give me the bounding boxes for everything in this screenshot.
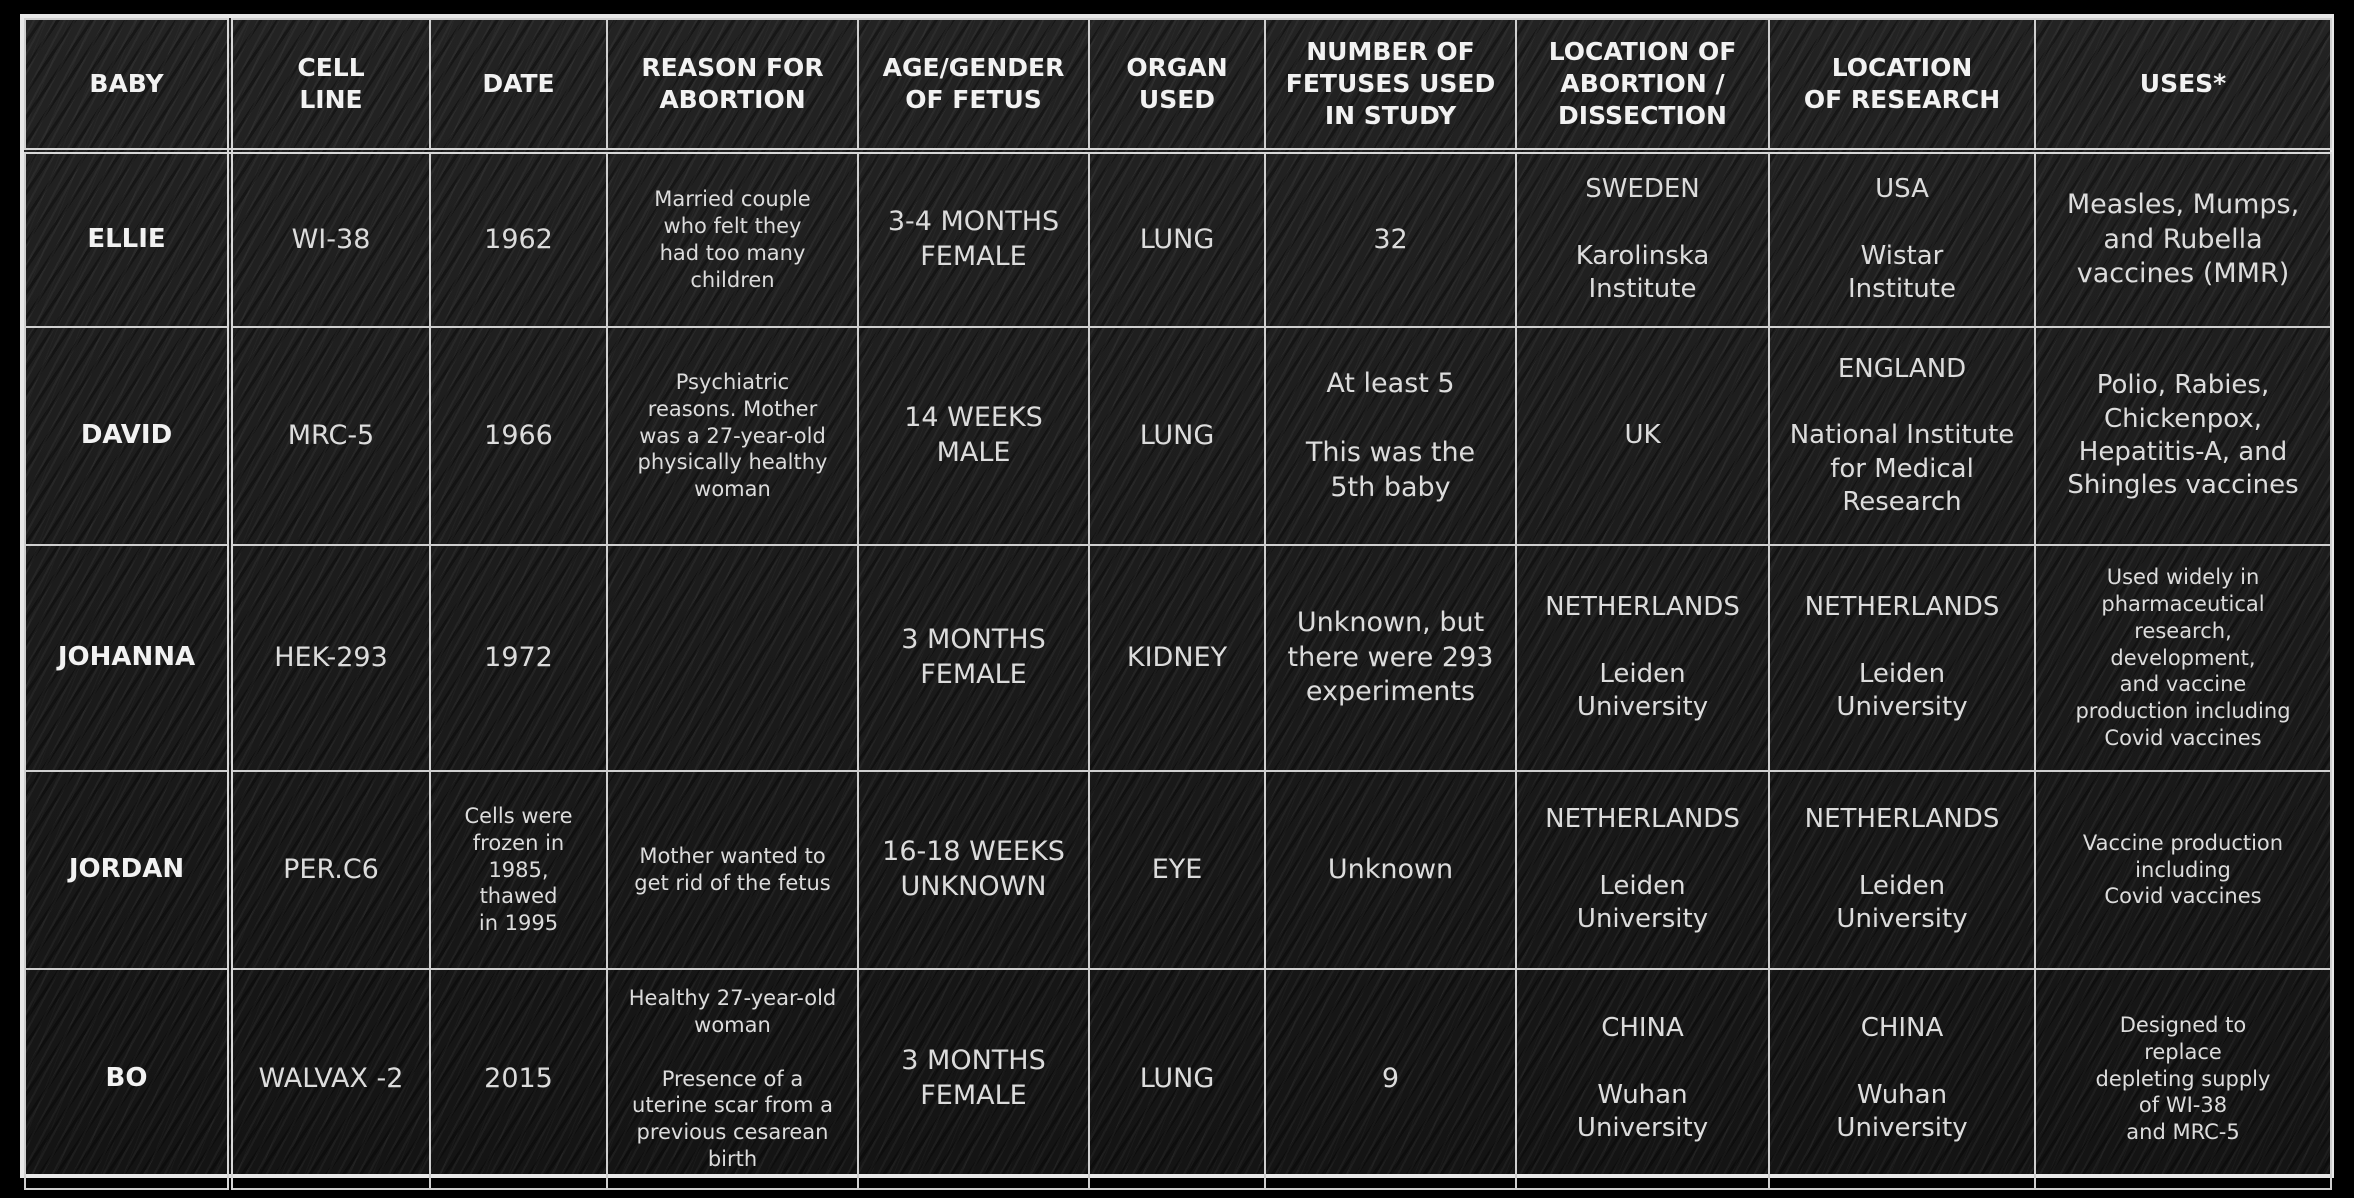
table-row bbox=[25, 545, 2331, 771]
uses-cell: Vaccine production including Covid vaccines bbox=[2035, 771, 2331, 969]
age-gender-cell: 3 MONTHS FEMALE bbox=[858, 545, 1089, 771]
cell-line-cell: MRC-5 bbox=[230, 327, 430, 545]
fetuses-cell: 32 bbox=[1265, 151, 1516, 327]
baby-cell: ELLIE bbox=[25, 151, 230, 327]
location-abortion-cell: NETHERLANDS Leiden University bbox=[1516, 771, 1769, 969]
date-cell: 1972 bbox=[430, 545, 607, 771]
table-row bbox=[25, 771, 2331, 969]
location-abortion-cell: CHINA Wuhan University bbox=[1516, 969, 1769, 1189]
header-age-gender: AGE/GENDER OF FETUS bbox=[858, 19, 1089, 151]
age-gender-cell: 16-18 WEEKS UNKNOWN bbox=[858, 771, 1089, 969]
fetuses-cell: Unknown, but there were 293 experiments bbox=[1265, 545, 1516, 771]
reason-cell: Psychiatric reasons. Mother was a 27-year-old physically healthy woman bbox=[607, 327, 858, 545]
date-cell: 2015 bbox=[430, 969, 607, 1189]
fetuses-cell: Unknown bbox=[1265, 771, 1516, 969]
location-abortion-cell: SWEDEN Karolinska Institute bbox=[1516, 151, 1769, 327]
uses-cell: Used widely in pharmaceutical research, development, and vaccine production including Covid vaccines bbox=[2035, 545, 2331, 771]
organ-cell: KIDNEY bbox=[1089, 545, 1265, 771]
table-row bbox=[25, 327, 2331, 545]
header-fetuses: NUMBER OF FETUSES USED IN STUDY bbox=[1265, 19, 1516, 151]
organ-cell: LUNG bbox=[1089, 151, 1265, 327]
baby-cell: BO bbox=[25, 969, 230, 1189]
uses-cell: Measles, Mumps, and Rubella vaccines (MMR) bbox=[2035, 151, 2331, 327]
organ-cell: LUNG bbox=[1089, 969, 1265, 1189]
reason-cell: Mother wanted to get rid of the fetus bbox=[607, 771, 858, 969]
baby-cell: JORDAN bbox=[25, 771, 230, 969]
reason-cell: Healthy 27-year-old woman Presence of a uterine scar from a previous cesarean birth bbox=[607, 969, 858, 1189]
header-date: DATE bbox=[430, 19, 607, 151]
header-row bbox=[25, 19, 2331, 151]
cell-line-table bbox=[24, 18, 2332, 1190]
header-location-research: LOCATION OF RESEARCH bbox=[1769, 19, 2035, 151]
cell-line-cell: WI-38 bbox=[230, 151, 430, 327]
location-abortion-cell: UK bbox=[1516, 327, 1769, 545]
location-research-cell: ENGLAND National Institute for Medical Research bbox=[1769, 327, 2035, 545]
header-reason: REASON FOR ABORTION bbox=[607, 19, 858, 151]
header-organ: ORGAN USED bbox=[1089, 19, 1265, 151]
location-abortion-cell: NETHERLANDS Leiden University bbox=[1516, 545, 1769, 771]
header-cell-line: CELL LINE bbox=[230, 19, 430, 151]
baby-cell: DAVID bbox=[25, 327, 230, 545]
organ-cell: EYE bbox=[1089, 771, 1265, 969]
header-baby: BABY bbox=[25, 19, 230, 151]
cell-line-cell: HEK-293 bbox=[230, 545, 430, 771]
fetuses-cell: At least 5 This was the 5th baby bbox=[1265, 327, 1516, 545]
location-research-cell: NETHERLANDS Leiden University bbox=[1769, 545, 2035, 771]
date-cell: Cells were frozen in 1985, thawed in 1995 bbox=[430, 771, 607, 969]
header-location-abortion: LOCATION OF ABORTION / DISSECTION bbox=[1516, 19, 1769, 151]
table-frame bbox=[20, 14, 2334, 1178]
cell-line-cell: PER.C6 bbox=[230, 771, 430, 969]
reason-cell: Married couple who felt they had too many children bbox=[607, 151, 858, 327]
cell-line-cell: WALVAX -2 bbox=[230, 969, 430, 1189]
age-gender-cell: 14 WEEKS MALE bbox=[858, 327, 1089, 545]
location-research-cell: NETHERLANDS Leiden University bbox=[1769, 771, 2035, 969]
uses-cell: Designed to replace depleting supply of WI-38 and MRC-5 bbox=[2035, 969, 2331, 1189]
organ-cell: LUNG bbox=[1089, 327, 1265, 545]
header-uses: USES* bbox=[2035, 19, 2331, 151]
age-gender-cell: 3 MONTHS FEMALE bbox=[858, 969, 1089, 1189]
baby-cell: JOHANNA bbox=[25, 545, 230, 771]
uses-cell: Polio, Rabies, Chickenpox, Hepatitis-A, and Shingles vaccines bbox=[2035, 327, 2331, 545]
reason-cell bbox=[607, 545, 858, 771]
date-cell: 1962 bbox=[430, 151, 607, 327]
fetuses-cell: 9 bbox=[1265, 969, 1516, 1189]
age-gender-cell: 3-4 MONTHS FEMALE bbox=[858, 151, 1089, 327]
location-research-cell: CHINA Wuhan University bbox=[1769, 969, 2035, 1189]
date-cell: 1966 bbox=[430, 327, 607, 545]
table-row bbox=[25, 969, 2331, 1189]
table-row bbox=[25, 151, 2331, 327]
location-research-cell: USA Wistar Institute bbox=[1769, 151, 2035, 327]
